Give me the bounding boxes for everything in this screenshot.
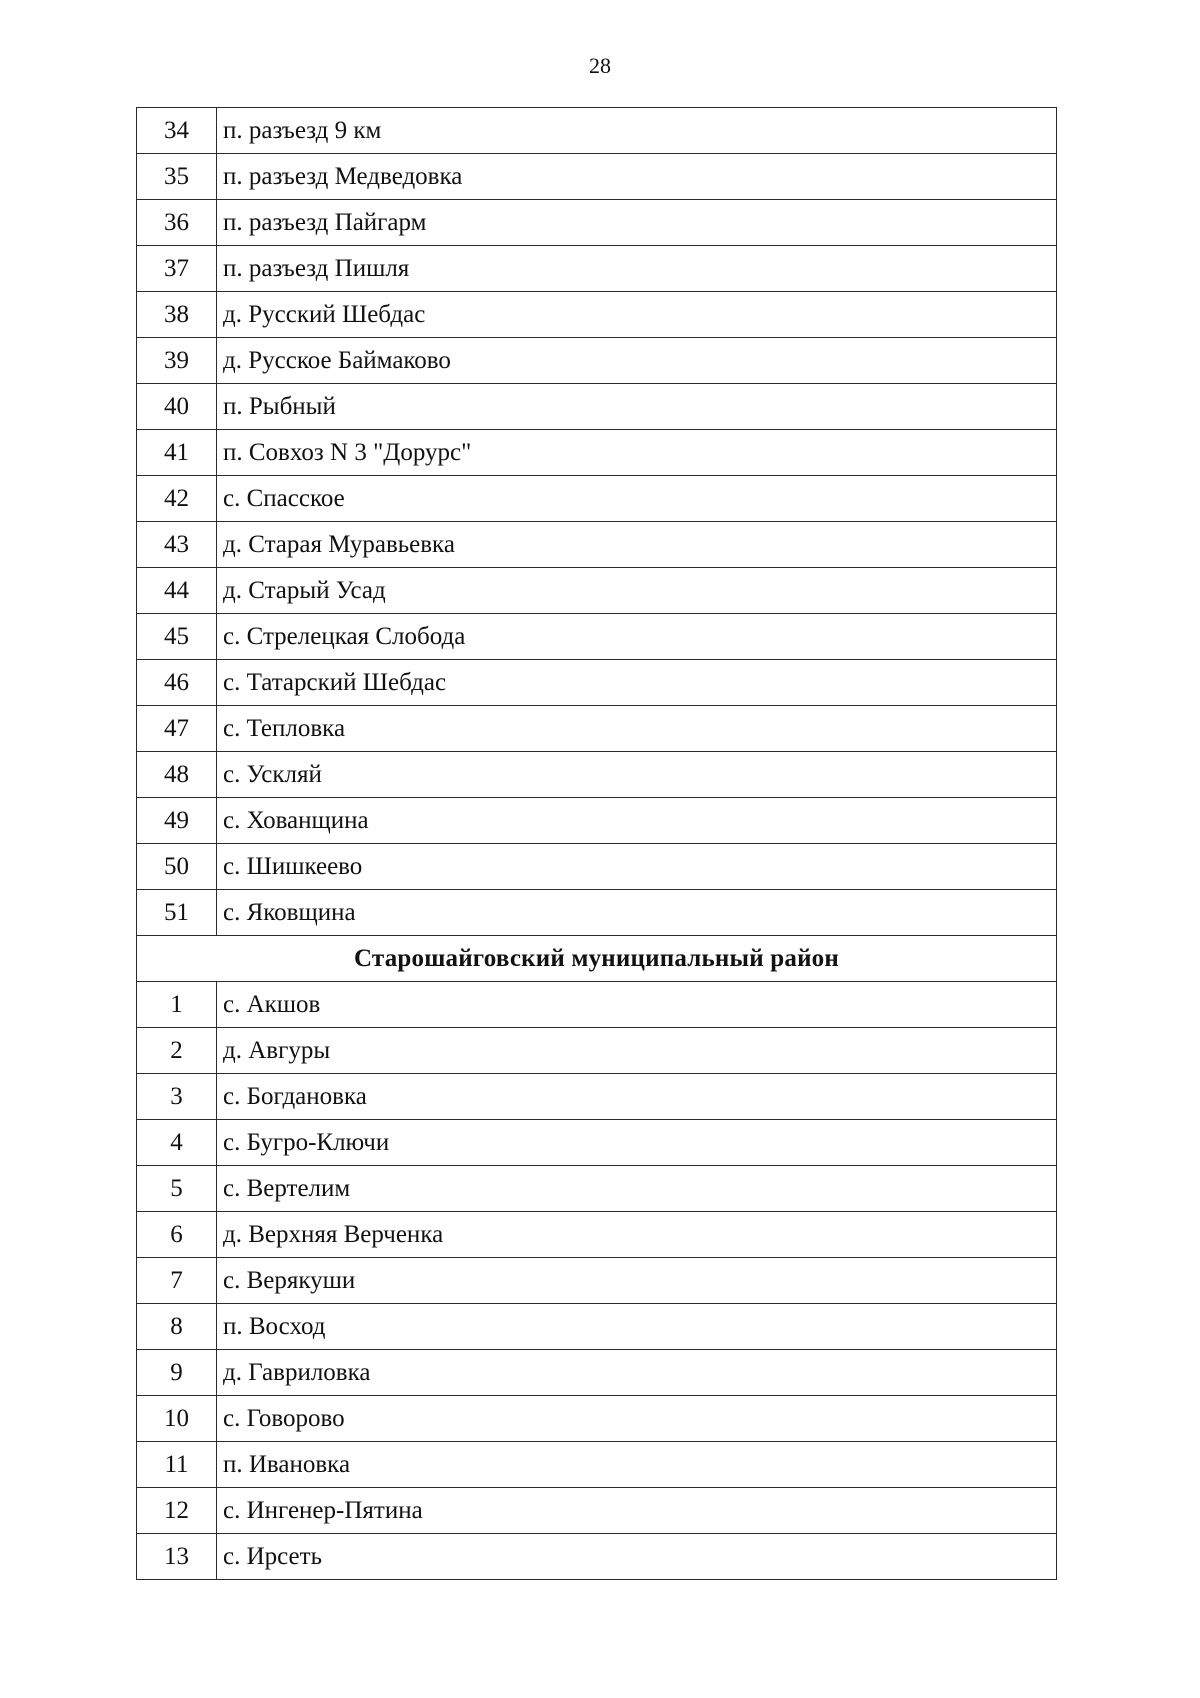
- section-heading: Старошайговский муниципальный район: [137, 936, 1057, 982]
- settlement-name: п. разъезд 9 км: [217, 108, 1057, 154]
- settlement-name: п. Совхоз N 3 "Дорурс": [217, 430, 1057, 476]
- settlement-name: д. Старый Усад: [217, 568, 1057, 614]
- row-number: 35: [137, 154, 217, 200]
- settlement-name: с. Бугро-Ключи: [217, 1120, 1057, 1166]
- table-row: [137, 844, 1057, 890]
- table-row: [137, 1488, 1057, 1534]
- row-number: 37: [137, 246, 217, 292]
- settlement-name: с. Шишкеево: [217, 844, 1057, 890]
- settlement-name: с. Говорово: [217, 1396, 1057, 1442]
- row-number: 36: [137, 200, 217, 246]
- row-number: 5: [137, 1166, 217, 1212]
- row-number: 40: [137, 384, 217, 430]
- row-number: 43: [137, 522, 217, 568]
- row-number: 42: [137, 476, 217, 522]
- row-number: 34: [137, 108, 217, 154]
- settlement-name: с. Акшов: [217, 982, 1057, 1028]
- row-number: 10: [137, 1396, 217, 1442]
- table-row: [137, 1166, 1057, 1212]
- row-number: 1: [137, 982, 217, 1028]
- row-number: 7: [137, 1258, 217, 1304]
- row-number: 4: [137, 1120, 217, 1166]
- settlement-name: с. Вертелим: [217, 1166, 1057, 1212]
- table-row: [137, 890, 1057, 936]
- row-number: 50: [137, 844, 217, 890]
- table-row: [137, 476, 1057, 522]
- settlement-name: д. Верхняя Верченка: [217, 1212, 1057, 1258]
- settlement-name: с. Тепловка: [217, 706, 1057, 752]
- table-row: [137, 292, 1057, 338]
- settlement-name: с. Хованщина: [217, 798, 1057, 844]
- table-row: [137, 338, 1057, 384]
- table-row: [137, 660, 1057, 706]
- table-row: [137, 614, 1057, 660]
- table-row: [137, 430, 1057, 476]
- table-row: [137, 246, 1057, 292]
- table-row: [137, 982, 1057, 1028]
- settlement-name: п. Восход: [217, 1304, 1057, 1350]
- table-row: [137, 108, 1057, 154]
- table-row: [137, 1028, 1057, 1074]
- row-number: 47: [137, 706, 217, 752]
- table-row: [137, 1074, 1057, 1120]
- settlement-name: д. Русский Шебдас: [217, 292, 1057, 338]
- settlement-name: с. Верякуши: [217, 1258, 1057, 1304]
- row-number: 44: [137, 568, 217, 614]
- settlement-name: д. Гавриловка: [217, 1350, 1057, 1396]
- row-number: 46: [137, 660, 217, 706]
- settlement-name: п. разъезд Пишля: [217, 246, 1057, 292]
- table-row: [137, 1258, 1057, 1304]
- settlement-name: д. Авгуры: [217, 1028, 1057, 1074]
- row-number: 38: [137, 292, 217, 338]
- row-number: 45: [137, 614, 217, 660]
- section-row: [137, 936, 1057, 982]
- table-row: [137, 200, 1057, 246]
- table-row: [137, 1350, 1057, 1396]
- table-row: [137, 752, 1057, 798]
- settlement-name: с. Ускляй: [217, 752, 1057, 798]
- table-row: [137, 1396, 1057, 1442]
- row-number: 3: [137, 1074, 217, 1120]
- settlement-name: с. Стрелецкая Слобода: [217, 614, 1057, 660]
- row-number: 13: [137, 1534, 217, 1580]
- settlement-name: с. Богдановка: [217, 1074, 1057, 1120]
- row-number: 11: [137, 1442, 217, 1488]
- settlement-name: с. Спасское: [217, 476, 1057, 522]
- row-number: 49: [137, 798, 217, 844]
- row-number: 12: [137, 1488, 217, 1534]
- row-number: 41: [137, 430, 217, 476]
- table-row: [137, 1120, 1057, 1166]
- settlement-name: с. Ингенер-Пятина: [217, 1488, 1057, 1534]
- settlement-name: п. Ивановка: [217, 1442, 1057, 1488]
- settlement-name: п. разъезд Медведовка: [217, 154, 1057, 200]
- table-row: [137, 384, 1057, 430]
- row-number: 2: [137, 1028, 217, 1074]
- table-row: [137, 1212, 1057, 1258]
- row-number: 8: [137, 1304, 217, 1350]
- table-row: [137, 154, 1057, 200]
- table-body: [137, 108, 1057, 1580]
- row-number: 6: [137, 1212, 217, 1258]
- row-number: 39: [137, 338, 217, 384]
- table-row: [137, 706, 1057, 752]
- settlement-name: п. разъезд Пайгарм: [217, 200, 1057, 246]
- table-row: [137, 798, 1057, 844]
- settlement-name: д. Старая Муравьевка: [217, 522, 1057, 568]
- table-row: [137, 1304, 1057, 1350]
- table-row: [137, 1534, 1057, 1580]
- row-number: 51: [137, 890, 217, 936]
- settlement-name: с. Яковщина: [217, 890, 1057, 936]
- table-row: [137, 568, 1057, 614]
- settlements-table: [136, 107, 1057, 1580]
- row-number: 9: [137, 1350, 217, 1396]
- settlement-name: с. Ирсеть: [217, 1534, 1057, 1580]
- settlement-name: д. Русское Баймаково: [217, 338, 1057, 384]
- settlement-name: с. Татарский Шебдас: [217, 660, 1057, 706]
- settlement-name: п. Рыбный: [217, 384, 1057, 430]
- page-number: 28: [589, 53, 611, 78]
- row-number: 48: [137, 752, 217, 798]
- table-row: [137, 1442, 1057, 1488]
- table-row: [137, 522, 1057, 568]
